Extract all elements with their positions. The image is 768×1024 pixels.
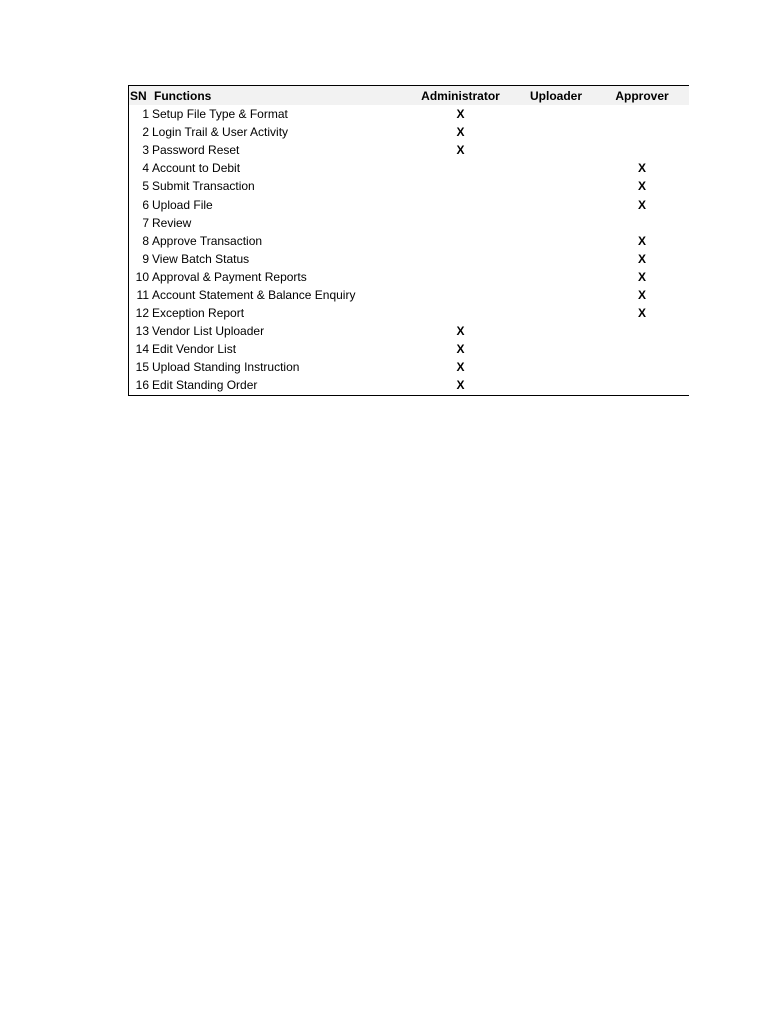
row-administrator-mark: X [404,376,517,395]
row-uploader-mark [517,177,595,195]
row-uploader-mark [517,141,595,159]
row-approver-mark: X [637,269,646,284]
table-row [128,322,689,340]
row-administrator-mark [404,177,517,195]
row-sn: 2 [142,125,149,140]
row-uploader-mark [517,268,595,286]
row-function: View Batch Status [152,251,250,266]
row-uploader-mark [517,358,595,376]
row-function: Vendor List Uploader [152,324,265,339]
row-sn: 6 [142,197,149,212]
row-sn: 1 [142,107,149,122]
row-function: Approve Transaction [152,233,263,248]
row-function: Setup File Type & Format [152,107,288,122]
table-header-row [128,86,689,106]
row-sn: 16 [128,376,152,395]
row-uploader-mark [517,286,595,304]
row-function: Upload Standing Instruction [152,360,300,375]
row-uploader-mark [517,159,595,177]
row-sn: 11 [136,287,149,302]
row-function: Exception Report [152,306,245,321]
row-uploader-mark [517,195,595,213]
table-row [128,105,689,123]
row-approver-mark [595,105,689,123]
row-sn: 13 [135,324,149,339]
row-function: Edit Standing Order [152,376,404,395]
row-function: Upload File [152,197,213,212]
table-row [128,214,689,232]
row-uploader-mark [517,214,595,232]
row-function: Password Reset [152,143,240,158]
table-row [128,286,689,304]
table-left-border [128,85,129,396]
header-administrator: Administrator [404,86,517,106]
row-approver-mark: X [637,161,646,176]
row-function: Account Statement & Balance Enquiry [152,287,356,302]
row-uploader-mark [517,376,595,395]
row-sn: 8 [142,233,149,248]
row-approver-mark [595,340,689,358]
row-approver-mark: X [637,197,646,212]
row-approver-mark: X [637,179,646,194]
row-administrator-mark [404,214,517,232]
table-row [128,340,689,358]
row-function: Submit Transaction [152,179,255,194]
row-administrator-mark [404,268,517,286]
row-function: Review [152,215,192,230]
row-uploader-mark [517,123,595,141]
table-body [128,105,689,395]
table-row [128,141,689,159]
permissions-table [128,85,689,396]
row-approver-mark [595,376,689,395]
header-approver: Approver [595,86,689,106]
row-sn: 9 [142,251,149,266]
permissions-table-container [128,85,689,396]
row-sn: 10 [135,269,149,284]
row-sn: 4 [142,161,149,176]
table-row [128,376,689,395]
header-functions: Functions [152,86,404,106]
row-administrator-mark [404,159,517,177]
row-approver-mark: X [637,287,646,302]
row-uploader-mark [517,105,595,123]
table-row [128,268,689,286]
row-approver-mark [595,141,689,159]
row-uploader-mark [517,340,595,358]
row-administrator-mark: X [456,125,465,140]
row-administrator-mark: X [456,324,465,339]
table-row [128,159,689,177]
row-administrator-mark [404,195,517,213]
row-uploader-mark [517,322,595,340]
row-uploader-mark [517,250,595,268]
row-approver-mark [595,322,689,340]
row-administrator-mark [404,250,517,268]
row-approver-mark: X [637,251,646,266]
row-uploader-mark [517,304,595,322]
row-administrator-mark: X [456,143,465,158]
row-administrator-mark [404,232,517,250]
row-sn: 7 [142,215,149,230]
row-function: Edit Vendor List [152,342,237,357]
table-row [128,232,689,250]
table-row [128,304,689,322]
row-administrator-mark: X [456,107,465,122]
table-row [128,358,689,376]
row-sn: 15 [135,360,149,375]
table-row [128,195,689,213]
row-sn: 5 [142,179,149,194]
header-sn: SN [128,86,152,106]
table-row [128,123,689,141]
row-administrator-mark [404,304,517,322]
table-row [128,250,689,268]
row-approver-mark [595,123,689,141]
table-row [128,177,689,195]
row-administrator-mark: X [456,342,465,357]
row-approver-mark: X [637,233,646,248]
row-function: Approval & Payment Reports [152,269,307,284]
row-sn: 12 [135,306,149,321]
row-function: Account to Debit [152,161,241,176]
row-uploader-mark [517,232,595,250]
row-administrator-mark [404,286,517,304]
row-sn: 3 [142,143,149,158]
header-uploader: Uploader [517,86,595,106]
row-approver-mark [595,358,689,376]
row-administrator-mark: X [456,360,465,375]
row-sn: 14 [135,342,149,357]
row-approver-mark [595,214,689,232]
row-function: Login Trail & User Activity [152,125,289,140]
row-approver-mark: X [637,306,646,321]
